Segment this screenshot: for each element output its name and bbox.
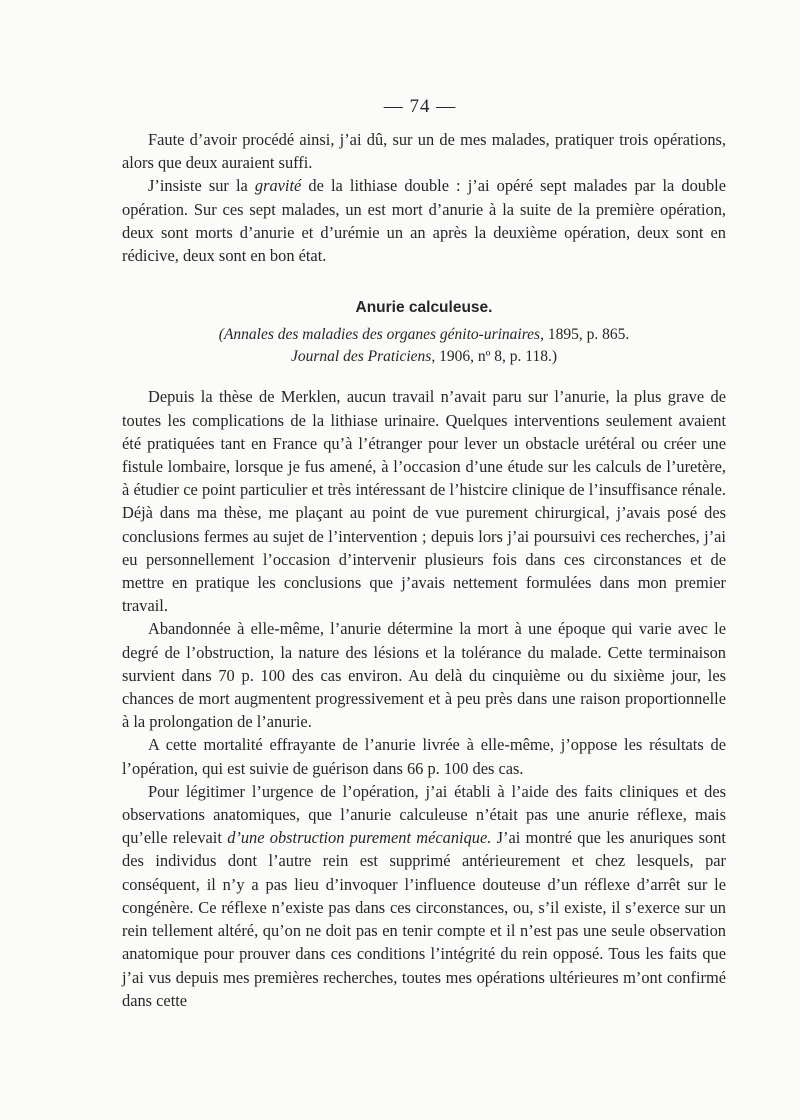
intro-paragraph-1: Faute d’avoir procédé ainsi, j’ai dû, sur un de mes malades, pratiquer trois opérations, alors que deux auraient suffi. [122, 130, 726, 173]
section-heading: Anurie calculeuse. [355, 299, 493, 317]
body-p4-end: J’ai montré que les anuriques sont des individus dont l’autre rein est supprimé antérieurement et chez lesquels, par conséquent, il n’y a pas lieu d’invoquer l’influence douteuse d’un réflexe d’arrêt sur le congénère. Ce réflexe n’existe pas dans ces circonstances, ou, s’il existe, il s’exerce sur un rein tellement altéré, qu’on ne doit pas en tenir compte et il n’est pas une seule observation anatomique pour prouver dans ces conditions l’intégrité du rein opposé. Tous les faits que j’ai vus depuis mes premières recherches, toutes mes opérations ultérieures m’ont confirmé dans cette [122, 828, 726, 1010]
reference-1-title: (Annales des maladies des organes génito-urinaires, [218, 326, 544, 344]
intro-paragraph-2 [122, 174, 726, 267]
section-references [122, 324, 726, 368]
reference-line-2 [122, 346, 726, 368]
reference-line-1 [122, 324, 726, 346]
page-number: — 74 — [383, 96, 457, 117]
reference-2-title: Journal des Praticiens, [291, 348, 436, 366]
reference-1-detail: 1895, p. 865. [543, 326, 630, 344]
intro-p2-emphasis: gravité [254, 176, 302, 196]
body-p4-emphasis: d’une obstruction purement mécanique. [227, 828, 492, 848]
body-paragraph-4 [122, 780, 726, 1012]
intro-p2-start: J’insiste sur la [148, 176, 255, 196]
body-p4-start: Pour légitimer l’urgence de l’opération, j’ai établi à l’aide des faits cliniques et des observations anatomiques, que l’anurie calculeuse n’était pas une anurie réflexe, mais qu’elle relevait [122, 781, 726, 848]
body-paragraph-3: A cette mortalité effrayante de l’anurie livrée à elle-même, j’oppose les résultats de l’opération, qui est suivie de guérison dans 66 p. 100 des cas. [122, 735, 726, 778]
intro-p2-end: de la lithiase double : j’ai opéré sept malades par la double opération. Sur ces sept malades, un est mort d’anurie à la suite de la première opération, deux sont morts d’anurie et d’urémie un an après la deuxième opération, deux sont en rédicive, deux sont en bon état. [122, 176, 727, 266]
page-body [122, 128, 726, 1012]
body-paragraph-1: Depuis la thèse de Merklen, aucun travail n’avait paru sur l’anurie, la plus grave de toutes les complications de la lithiase urinaire. Quelques interventions seulement avaient été pratiquées tant en France qu’à l’étranger pour lever un obstacle urétéral ou créer une fistule lombaire, lorsque je fus amené, à l’occasion d’une étude sur les calculs de l’uretère, à étudier ce point particulier et très intéressant de l’histcire clinique de l’insuffisance rénale. Déjà dans ma thèse, me plaçant au point de vue purement chirurgical, j’avais posé des conclusions fermes au sujet de l’intervention ; depuis lors j’ai poursuivi ces recherches, j’ai eu personnellement l’occasion d’intervenir plusieurs fois dans ces circonstances et de mettre en pratique les conclusions que j’avais nettement formulées dans mon premier travail. [122, 387, 726, 616]
body-paragraph-2: Abandonnée à elle-même, l’anurie détermine la mort à une époque qui varie avec le degré de l’obstruction, la nature des lésions et la tolérance du malade. Cette terminaison survient dans 70 p. 100 des cas environ. Au delà du cinquième ou du sixième jour, les chances de mort augmentent progressivement et à peu près dans une raison proportionnelle à la prolongation de l’anurie. [122, 619, 726, 732]
reference-2-detail: 1906, nº 8, p. 118.) [435, 348, 557, 366]
